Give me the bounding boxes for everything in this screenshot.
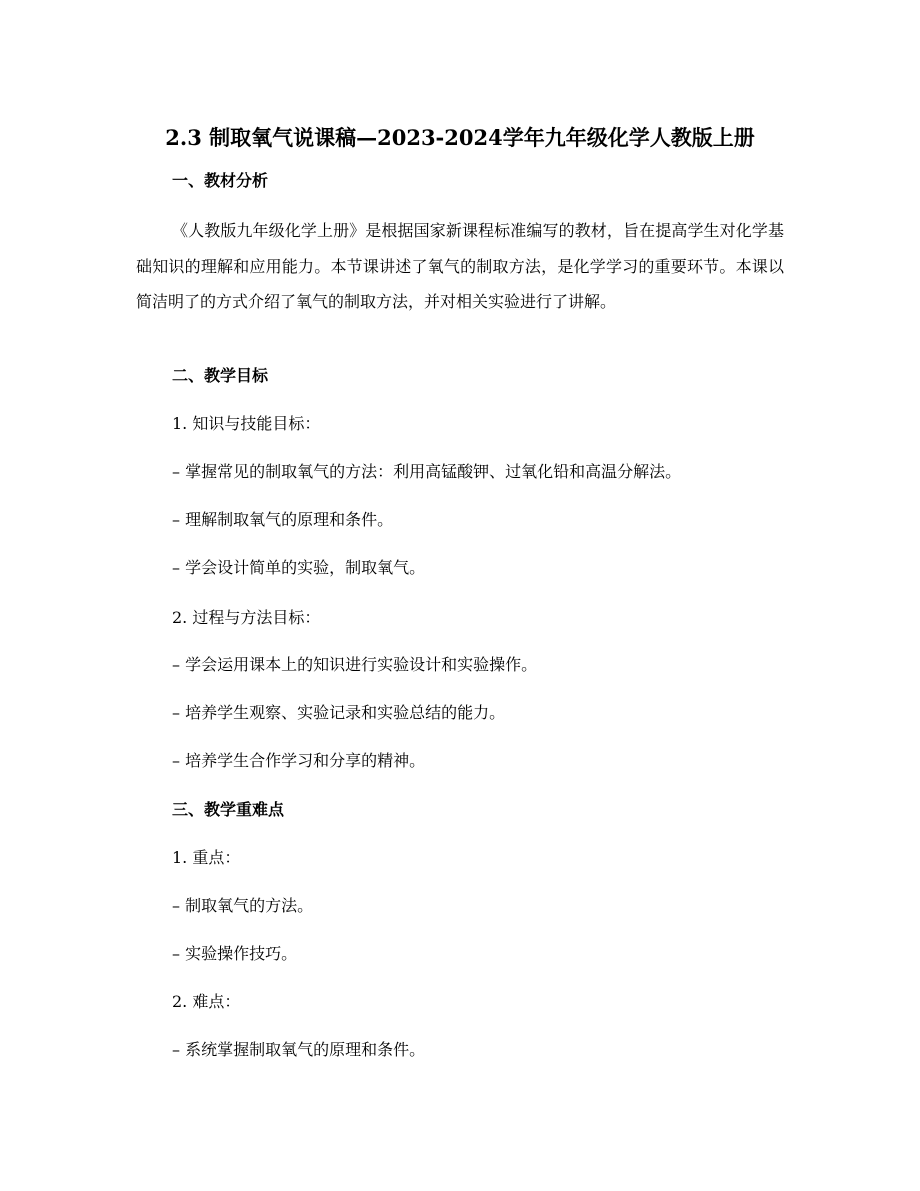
section-heading-teaching-goals: 二、教学目标 bbox=[172, 366, 269, 385]
list-item: – 培养学生合作学习和分享的精神。 bbox=[172, 751, 426, 770]
list-item: – 实验操作技巧。 bbox=[172, 944, 298, 963]
list-item: – 学会运用课本上的知识进行实验设计和实验操作。 bbox=[172, 655, 538, 674]
subheading-process-methods: 2. 过程与方法目标： bbox=[172, 608, 321, 627]
list-item: – 制取氧气的方法。 bbox=[172, 896, 314, 915]
list-item: – 理解制取氧气的原理和条件。 bbox=[172, 510, 394, 529]
subheading-knowledge-skills: 1. 知识与技能目标： bbox=[172, 414, 321, 433]
document-title: 2.3 制取氧气说课稿—2023-2024学年九年级化学人教版上册 bbox=[165, 125, 755, 150]
subheading-key-points: 1. 重点： bbox=[172, 848, 241, 867]
textbook-analysis-paragraph: 《人教版九年级化学上册》是根据国家新课程标准编写的教材，旨在提高学生对化学基础知识的理解和应用能力。本节课讲述了氧气的制取方法，是化学学习的重要环节。本课以简洁明了的方式介绍了氧气的制取方法，并对相关实验进行了讲解。 bbox=[136, 221, 784, 311]
section-heading-key-difficulties: 三、教学重难点 bbox=[172, 800, 285, 819]
list-item: – 培养学生观察、实验记录和实验总结的能力。 bbox=[172, 703, 506, 722]
section-heading-textbook-analysis: 一、教材分析 bbox=[172, 171, 269, 190]
list-item: – 系统掌握制取氧气的原理和条件。 bbox=[172, 1040, 426, 1059]
subheading-difficulties: 2. 难点： bbox=[172, 992, 241, 1011]
list-item: – 学会设计简单的实验，制取氧气。 bbox=[172, 558, 426, 577]
list-item: – 掌握常见的制取氧气的方法：利用高锰酸钾、过氧化铅和高温分解法。 bbox=[172, 462, 682, 481]
